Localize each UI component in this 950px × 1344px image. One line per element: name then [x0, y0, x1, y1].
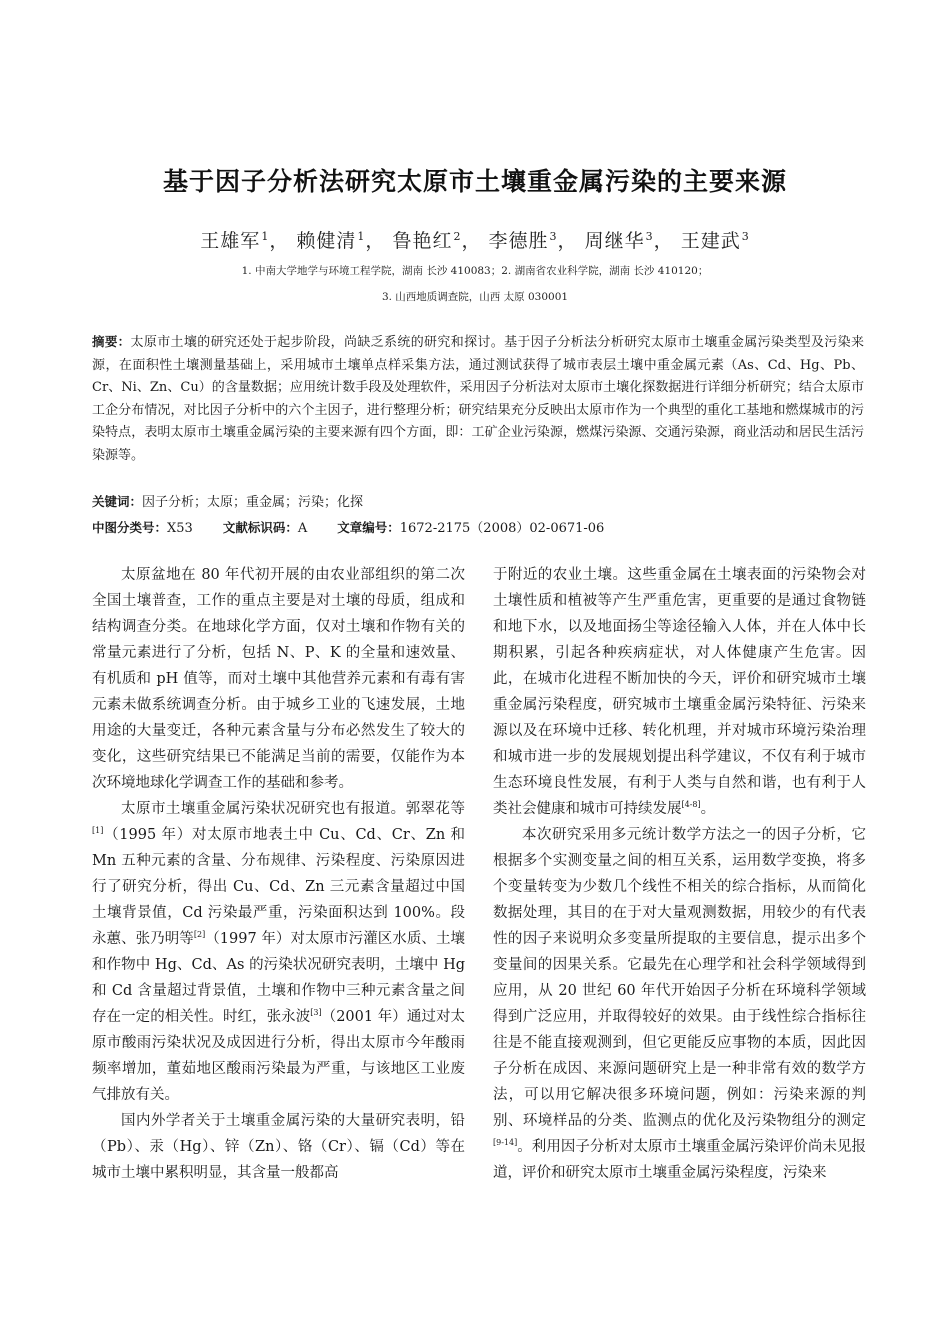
author-name: 王雄军	[200, 230, 261, 252]
abstract	[92, 331, 864, 467]
body-paragraph	[493, 822, 866, 1186]
paragraph-text: 本次研究采用多元统计数学方法之一的因子分析，它根据多个实测变量之间的相互关系，运用数学变换，将多个变量转变为少数几个线性不相关的综合指标，从而简化数据处理，其目的在于对大量观测数据，用较少的有代表性的因子来说明众多变量所提取的主要信息，提示出多个变量间的因果关系。它最先在心理学和社会科学领域得到应用，从 20 世纪 60 年代开始因子分析在环境科学领域得到广泛应用，并取得较好的效果。由于线性综合指标往往是不能直接观测到，但它更能反应事物的本质，因此因子分析在成因、来源问题研究上是一种非常有效的数学方法，可以用它解决很多环境问题，例如：污染来源的判别、环境样品的分类、监测点的优化及污染物组分的测定	[493, 827, 866, 1129]
paragraph-text: 。	[700, 801, 716, 817]
doc-code-label: 文献标识码：	[222, 520, 298, 535]
doc-code-value: A	[297, 521, 308, 536]
abstract-label: 摘要：	[92, 334, 131, 349]
keywords	[92, 491, 363, 510]
paper-title: 基于因子分析法研究太原市土壤重金属污染的主要来源	[162, 167, 787, 196]
body-column-right	[493, 562, 866, 1186]
body-paragraph	[493, 562, 866, 822]
author-name: 鲁艳红	[392, 230, 453, 252]
citation-ref: [2]	[193, 930, 206, 940]
abstract-text: 太原市土壤的研究还处于起步阶段，尚缺乏系统的研究和探讨。基于因子分析法分析研究太原市土壤重金属污染类型及污染来源，在面积性土壤测量基础上，采用城市土壤单点样采集方法，通过测试获得了城市表层土壤中重金属元素（As、Cd、Hg、Pb、Cr、Ni、Zn、Cu）的含量数据；应用统计数手段及处理软件，采用因子分析法对太原市土壤化探数据进行详细分析研究；结合太原市工企分布情况，对比因子分析中的六个主因子，进行整理分析；研究结果充分反映出太原市作为一个典型的重化工基地和燃煤城市的污染特点，表明太原市土壤重金属污染的主要来源有四个方面，即：工矿企业污染源，燃煤污染源、交通污染源，商业活动和居民生活污染源等。	[92, 335, 864, 463]
author-name: 李德胜	[488, 230, 549, 252]
author-name: 周继华	[584, 230, 645, 252]
author-separator: ，	[557, 230, 578, 252]
paragraph-text: （1997 年）对太原市污灌区水质、土壤和作物中 Hg、Cd、As 的污染状况研究表明，土壤中 Hg 和 Cd 含量超过背景值，土壤和作物中三种元素含量之间存在一定的相关性。时红，张永波	[92, 931, 466, 1025]
citation-ref: [1]	[92, 826, 104, 836]
author-list	[0, 226, 950, 253]
clc-value: X53	[167, 521, 193, 536]
author-affiliation-mark: 1	[357, 229, 366, 243]
keywords-text: 因子分析；太原；重金属；污染；化探	[142, 495, 364, 510]
author-name: 赖健清	[296, 230, 357, 252]
citation-ref: [3]	[310, 1008, 322, 1018]
paragraph-text: （2001 年）通过对太原市酸雨污染状况及成因进行分析，得出太原市今年酸雨频率增加，董茹地区酸雨污染最为严重，与该地区工业废气排放有关。	[92, 1009, 466, 1103]
body-column-left	[92, 562, 465, 1186]
author-separator: ，	[653, 230, 674, 252]
author-affiliation-mark: 3	[645, 229, 654, 243]
author-affiliation-mark: 3	[549, 229, 558, 243]
keywords-label: 关键词：	[92, 494, 143, 509]
paragraph-text: 于附近的农业土壤。这些重金属在土壤表面的污染物会对土壤性质和植被等产生严重危害，更重要的是通过食物链和地下水，以及地面扬尘等途径输入人体，并在人体中长期积累，引起各种疾病症状，对人体健康产生危害。因此，在城市化进程不断加快的今天，评价和研究城市土壤重金属污染程度，研究城市土壤重金属污染特征、污染来源以及在环境中迁移、转化机理，并对城市环境污染治理和城市进一步的发展规划提出科学建议，不仅有利于城市生态环境良性发展，有利于人类与自然和谐，也有利于人类社会健康和城市可持续发展	[493, 567, 866, 817]
body-paragraph: 国内外学者关于土壤重金属污染的大量研究表明，铅（Pb）、汞（Hg）、锌（Zn）、铬（Cr）、镉（Cd）等在城市土壤中累积明显，其含量一般都高	[92, 1113, 465, 1181]
author-affiliation-mark: 3	[741, 229, 750, 243]
paragraph-text: （1995 年）对太原市地表土中 Cu、Cd、Cr、Zn 和 Mn 五种元素的含量、分布规律、污染程度、污染原因进行了研究分析，得出 Cu、Cd、Zn 三元素含量超过中国土壤背景值，Cd 污染最严重，污染面积达到 100%。段永蕙、张乃明等	[92, 827, 465, 947]
article-number-label: 文章编号：	[337, 520, 400, 535]
author-separator: ，	[365, 230, 386, 252]
paragraph-text: 。利用因子分析对太原市土壤重金属污染评价尚未见报道，评价和研究太原市土壤重金属污染程度，污染来	[493, 1139, 866, 1181]
paragraph-text: 太原市土壤重金属污染状况研究也有报道。郭翠花等	[121, 801, 465, 817]
author-separator: ，	[461, 230, 482, 252]
author-separator: ，	[269, 230, 290, 252]
article-metadata	[92, 517, 604, 536]
body-paragraph	[92, 796, 465, 1108]
body-paragraph: 太原盆地在 80 年代初开展的由农业部组织的第二次全国土壤普查，工作的重点主要是对土壤的母质，组成和结构调查分类。在地球化学方面，仅对土壤和作物有关的常量元素进行了分析，包括 N、P、K 的全量和速效量、有机质和 pH 值等，而对土壤中其他营养元素和有毒有害元素未做系统调查分析。由于城乡工业的飞速发展，土地用途的大量变迁，各种元素含量与分布必然发生了较大的变化，这些研究结果已不能满足当前的需要，仅能作为本次环境地球化学调查工作的基础和参考。	[92, 567, 465, 791]
author-affiliation-mark: 1	[261, 229, 270, 243]
affiliation-line-2: 3. 山西地质调查院，山西 太原 030001	[381, 291, 569, 303]
affiliation-line-1: 1. 中南大学地学与环境工程学院，湖南 长沙 410083；2. 湖南省农业科学院，湖南 长沙 410120；	[241, 265, 709, 277]
author-affiliation-mark: 2	[453, 229, 462, 243]
clc-label: 中图分类号：	[92, 520, 168, 535]
citation-ref: [4-8]	[681, 800, 701, 810]
citation-ref: [9-14]	[493, 1138, 518, 1148]
article-number-value: 1672-2175（2008）02-0671-06	[399, 521, 605, 536]
author-name: 王建武	[680, 230, 741, 252]
